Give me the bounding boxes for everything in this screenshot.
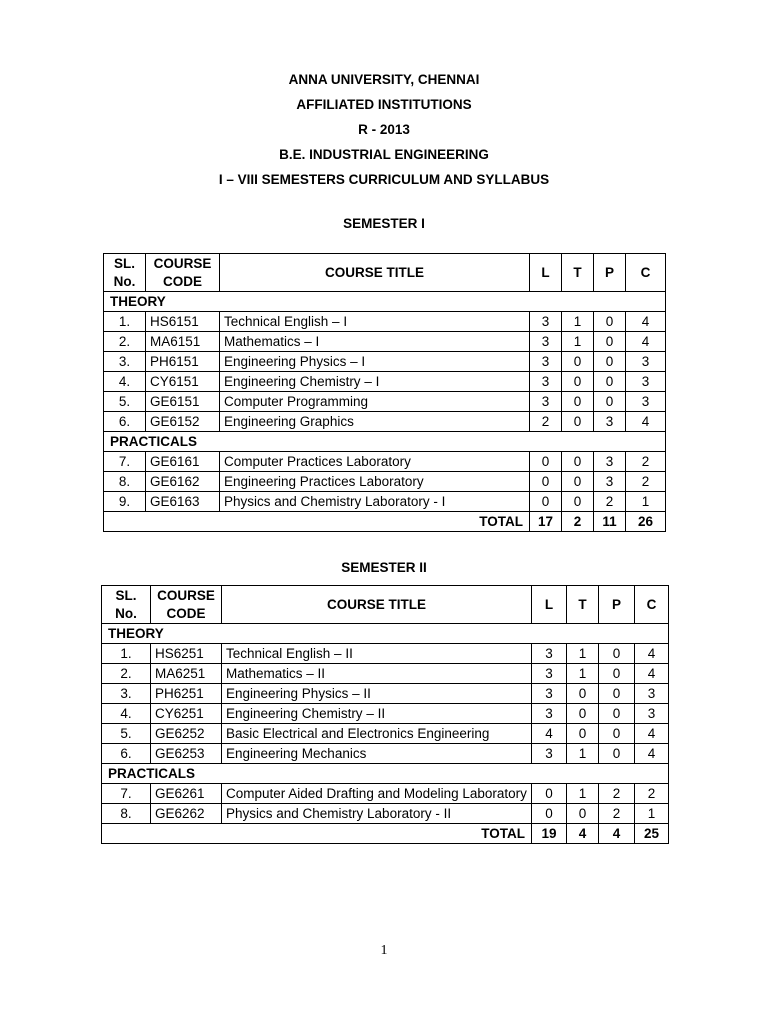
table-row (104, 452, 666, 472)
total-label: TOTAL (104, 512, 530, 532)
cell-code: GE6253 (151, 744, 222, 764)
cell-l: 3 (532, 744, 567, 764)
col-header-sl: SL. No. (104, 254, 146, 292)
cell-title: Technical English – II (222, 644, 532, 664)
col-header-t: T (567, 586, 599, 624)
cell-l: 0 (532, 804, 567, 824)
cell-p: 0 (594, 352, 626, 372)
cell-l: 3 (530, 352, 562, 372)
cell-l: 3 (532, 684, 567, 704)
cell-code: CY6251 (151, 704, 222, 724)
table-row (104, 352, 666, 372)
col-header-c: C (626, 254, 666, 292)
table-row (102, 724, 669, 744)
table-row (102, 744, 669, 764)
cell-sl: 8. (102, 804, 151, 824)
cell-sl: 4. (102, 704, 151, 724)
cell-p: 3 (594, 472, 626, 492)
cell-c: 3 (626, 392, 666, 412)
cell-title: Physics and Chemistry Laboratory - II (222, 804, 532, 824)
table-row (104, 412, 666, 432)
cell-c: 1 (635, 804, 669, 824)
cell-sl: 3. (104, 352, 146, 372)
cell-l: 3 (532, 644, 567, 664)
table-row (104, 392, 666, 412)
cell-c: 4 (635, 644, 669, 664)
cell-sl: 1. (102, 644, 151, 664)
cell-t: 0 (562, 352, 594, 372)
cell-p: 0 (599, 744, 635, 764)
cell-code: GE6163 (146, 492, 220, 512)
table-row (104, 372, 666, 392)
col-header-p: P (594, 254, 626, 292)
cell-t: 1 (567, 644, 599, 664)
cell-title: Mathematics – II (222, 664, 532, 684)
col-header-title: COURSE TITLE (220, 254, 530, 292)
affiliation-heading: AFFILIATED INSTITUTIONS (296, 97, 472, 112)
total-t: 4 (567, 824, 599, 844)
cell-title: Engineering Chemistry – I (220, 372, 530, 392)
cell-c: 4 (635, 664, 669, 684)
cell-code: GE6161 (146, 452, 220, 472)
semester-1-title: SEMESTER I (343, 216, 425, 231)
cell-title: Engineering Chemistry – II (222, 704, 532, 724)
table-row (102, 704, 669, 724)
total-p: 4 (599, 824, 635, 844)
cell-title: Basic Electrical and Electronics Engineering (222, 724, 532, 744)
table-row (104, 332, 666, 352)
header-row (104, 254, 666, 292)
cell-title: Engineering Practices Laboratory (220, 472, 530, 492)
cell-l: 2 (530, 412, 562, 432)
col-header-c: C (635, 586, 669, 624)
total-p: 11 (594, 512, 626, 532)
table-row (102, 664, 669, 684)
cell-code: GE6151 (146, 392, 220, 412)
cell-c: 2 (626, 472, 666, 492)
total-l: 19 (532, 824, 567, 844)
cell-t: 1 (567, 664, 599, 684)
cell-sl: 4. (104, 372, 146, 392)
cell-c: 3 (635, 684, 669, 704)
theory-section-label: THEORY (102, 624, 669, 644)
table-row (102, 684, 669, 704)
cell-sl: 6. (102, 744, 151, 764)
cell-title: Computer Practices Laboratory (220, 452, 530, 472)
cell-p: 0 (599, 684, 635, 704)
col-header-p: P (599, 586, 635, 624)
cell-code: GE6252 (151, 724, 222, 744)
cell-title: Engineering Mechanics (222, 744, 532, 764)
cell-p: 2 (599, 784, 635, 804)
cell-c: 1 (626, 492, 666, 512)
cell-p: 2 (594, 492, 626, 512)
cell-code: MA6151 (146, 332, 220, 352)
cell-t: 0 (567, 804, 599, 824)
cell-title: Technical English – I (220, 312, 530, 332)
cell-l: 3 (530, 332, 562, 352)
cell-code: PH6251 (151, 684, 222, 704)
cell-sl: 5. (102, 724, 151, 744)
cell-p: 2 (599, 804, 635, 824)
cell-t: 0 (562, 452, 594, 472)
semester-2-table (101, 585, 669, 844)
cell-p: 0 (599, 664, 635, 684)
theory-section-label: THEORY (104, 292, 666, 312)
cell-code: GE6262 (151, 804, 222, 824)
cell-code: GE6261 (151, 784, 222, 804)
cell-code: GE6152 (146, 412, 220, 432)
page-number: 1 (380, 943, 388, 958)
total-c: 26 (626, 512, 666, 532)
total-c: 25 (635, 824, 669, 844)
semester-1-table (103, 253, 666, 532)
cell-sl: 7. (102, 784, 151, 804)
table-row (104, 312, 666, 332)
cell-p: 0 (599, 724, 635, 744)
cell-p: 3 (594, 452, 626, 472)
cell-code: HS6251 (151, 644, 222, 664)
cell-title: Computer Programming (220, 392, 530, 412)
cell-c: 3 (626, 352, 666, 372)
table-row (104, 492, 666, 512)
col-header-title: COURSE TITLE (222, 586, 532, 624)
cell-l: 0 (530, 472, 562, 492)
total-l: 17 (530, 512, 562, 532)
cell-t: 0 (562, 412, 594, 432)
cell-c: 3 (635, 704, 669, 724)
cell-code: MA6251 (151, 664, 222, 684)
cell-title: Engineering Graphics (220, 412, 530, 432)
cell-l: 3 (532, 664, 567, 684)
cell-t: 0 (562, 492, 594, 512)
cell-p: 0 (594, 312, 626, 332)
cell-code: PH6151 (146, 352, 220, 372)
cell-l: 3 (530, 312, 562, 332)
cell-code: GE6162 (146, 472, 220, 492)
curriculum-heading: I – VIII SEMESTERS CURRICULUM AND SYLLABUS (218, 172, 550, 187)
cell-sl: 2. (102, 664, 151, 684)
cell-c: 4 (626, 332, 666, 352)
cell-t: 1 (562, 332, 594, 352)
cell-sl: 6. (104, 412, 146, 432)
cell-t: 1 (567, 744, 599, 764)
cell-code: HS6151 (146, 312, 220, 332)
col-header-code: COURSE CODE (151, 586, 222, 624)
cell-sl: 9. (104, 492, 146, 512)
cell-l: 3 (530, 392, 562, 412)
cell-c: 4 (626, 312, 666, 332)
regulation-heading: R - 2013 (358, 122, 410, 137)
cell-title: Mathematics – I (220, 332, 530, 352)
cell-c: 3 (626, 372, 666, 392)
cell-t: 1 (567, 784, 599, 804)
total-t: 2 (562, 512, 594, 532)
cell-sl: 3. (102, 684, 151, 704)
university-name: ANNA UNIVERSITY, CHENNAI (288, 72, 480, 87)
total-label: TOTAL (102, 824, 532, 844)
practicals-section-label: PRACTICALS (104, 432, 666, 452)
cell-title: Computer Aided Drafting and Modeling Laboratory (222, 784, 532, 804)
cell-c: 4 (626, 412, 666, 432)
cell-p: 3 (594, 412, 626, 432)
cell-l: 3 (530, 372, 562, 392)
program-heading: B.E. INDUSTRIAL ENGINEERING (279, 147, 489, 162)
cell-code: CY6151 (146, 372, 220, 392)
cell-p: 0 (594, 392, 626, 412)
cell-t: 0 (562, 472, 594, 492)
cell-c: 4 (635, 744, 669, 764)
cell-sl: 7. (104, 452, 146, 472)
cell-l: 3 (532, 704, 567, 724)
cell-t: 0 (562, 392, 594, 412)
col-header-l: L (532, 586, 567, 624)
table-row (104, 472, 666, 492)
cell-sl: 8. (104, 472, 146, 492)
col-header-code: COURSE CODE (146, 254, 220, 292)
cell-p: 0 (599, 704, 635, 724)
cell-title: Engineering Physics – I (220, 352, 530, 372)
cell-l: 0 (532, 784, 567, 804)
practicals-section-label: PRACTICALS (102, 764, 669, 784)
cell-c: 2 (635, 784, 669, 804)
cell-title: Physics and Chemistry Laboratory - I (220, 492, 530, 512)
cell-title: Engineering Physics – II (222, 684, 532, 704)
col-header-t: T (562, 254, 594, 292)
col-header-l: L (530, 254, 562, 292)
cell-sl: 2. (104, 332, 146, 352)
cell-p: 0 (599, 644, 635, 664)
total-row (102, 824, 669, 844)
cell-p: 0 (594, 372, 626, 392)
table-row (102, 644, 669, 664)
cell-l: 4 (532, 724, 567, 744)
cell-t: 1 (562, 312, 594, 332)
col-header-sl: SL. No. (102, 586, 151, 624)
cell-c: 4 (635, 724, 669, 744)
cell-p: 0 (594, 332, 626, 352)
cell-c: 2 (626, 452, 666, 472)
header-row (102, 586, 669, 624)
cell-t: 0 (567, 724, 599, 744)
table-row (102, 804, 669, 824)
cell-sl: 1. (104, 312, 146, 332)
table-row (102, 784, 669, 804)
cell-t: 0 (567, 684, 599, 704)
semester-2-title: SEMESTER II (341, 560, 427, 575)
cell-t: 0 (567, 704, 599, 724)
cell-sl: 5. (104, 392, 146, 412)
cell-t: 0 (562, 372, 594, 392)
cell-l: 0 (530, 452, 562, 472)
cell-l: 0 (530, 492, 562, 512)
total-row (104, 512, 666, 532)
